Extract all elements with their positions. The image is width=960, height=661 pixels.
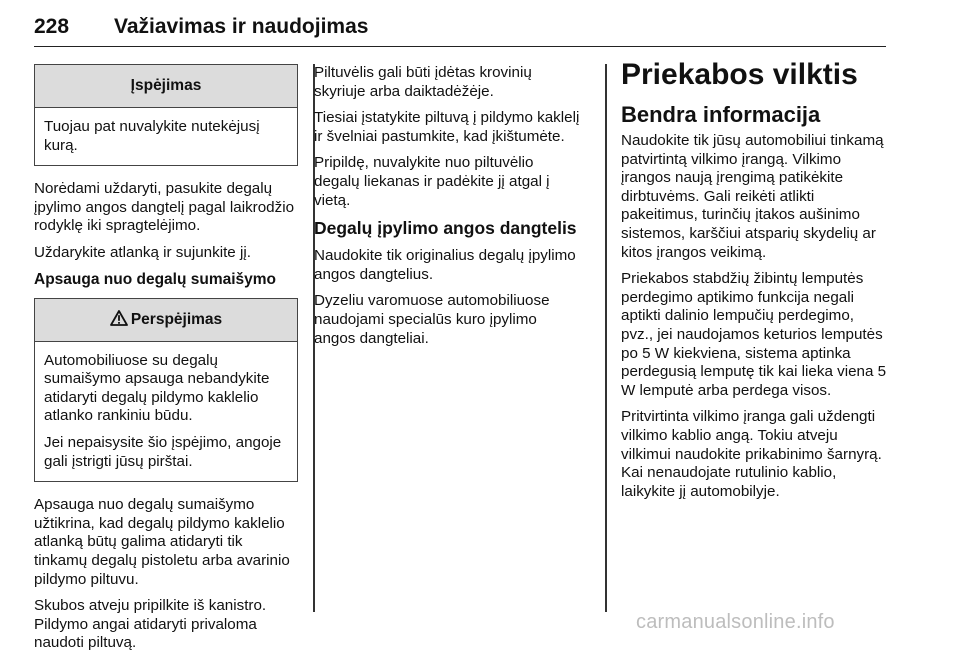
chapter-title: Priekabos vilktis bbox=[621, 58, 858, 91]
page-title: Važiavimas ir naudojimas bbox=[114, 15, 369, 38]
paragraph: Tiesiai įstatykite piltuvą į pildymo kaklelį ir švelniai pastumkite, kad įkištumėte. bbox=[314, 109, 580, 145]
column-middle bbox=[314, 64, 580, 356]
page-number: 228 bbox=[34, 15, 70, 38]
warning-box-text: Automobiliuose su degalų sumaišymo apsauga nebandykite atidaryti degalų pildymo kaklelio atlanko rankiniu būdu. bbox=[44, 351, 270, 425]
column-left bbox=[34, 64, 298, 661]
page-header bbox=[34, 6, 886, 47]
warning-triangle-icon bbox=[110, 310, 128, 331]
paragraph: Naudokite tik jūsų automobiliui tinkamą patvirtintą vilkimo įrangą. Vilkimo įrangos naują įrengimą patikėkite dirbtuvėms. Gali reikėti atlikti pakeitimus, turinčių įtakos aušinimo sistemos, karščiui atsparių skydelių ar kitos įrangos veikimą. bbox=[621, 132, 884, 261]
paragraph: Naudokite tik originalius degalų įpylimo angos dangtelius. bbox=[314, 247, 576, 283]
paragraph: Piltuvėlis gali būti įdėtas krovinių skyriuje arba daiktadėžėje. bbox=[314, 64, 532, 100]
column-divider bbox=[605, 64, 607, 612]
subheading-misfuel-protection: Apsauga nuo degalų sumaišymo bbox=[34, 270, 277, 288]
watermark: carmanualsonline.info bbox=[636, 611, 835, 633]
warning-box-text: Jei nepaisysite šio įspėjimo, angoje gali įstrigti jūsų pirštai. bbox=[44, 433, 282, 470]
caution-box-title: Įspėjimas bbox=[35, 65, 297, 108]
paragraph: Pritvirtinta vilkimo įranga gali uždengti vilkimo kablio angą. Tokiu atveju vilkimui naudokite prikabinimo šarnyrą. Kai nenaudojate rutulinio kablio, laikykite jį automobilyje. bbox=[621, 408, 882, 500]
paragraph: Apsauga nuo degalų sumaišymo užtikrina, kad degalų pildymo kaklelio atlanką būtų galima atidaryti tik tinkamų degalų pistoletu arba avarinio pildymo piltuvu. bbox=[34, 496, 290, 588]
paragraph: Uždarykite atlanką ir sujunkite jį. bbox=[34, 243, 251, 261]
warning-box bbox=[34, 298, 298, 483]
warning-box-title: Perspėjimas bbox=[130, 310, 223, 328]
warning-box-header bbox=[35, 299, 297, 342]
paragraph: Priekabos stabdžių žibintų lemputės perdegimo aptikimo funkcija negali aptikti dalinio lempučių perdegimo, pvz., jei naudojamos keturios lemputės po 5 W kiekviena, sistema aptinka perdegusią lemputę tik kai lieka viena 5 W lemputė arba perdega visos. bbox=[621, 270, 887, 399]
paragraph: Pripildę, nuvalykite nuo piltuvėlio degalų liekanas ir padėkite jį atgal į vietą. bbox=[314, 154, 550, 209]
caution-box bbox=[34, 64, 298, 166]
section-heading: Bendra informacija bbox=[621, 102, 821, 127]
caution-box-text: Tuojau pat nuvalykite nutekėjusį kurą. bbox=[44, 118, 260, 154]
paragraph: Norėdami uždaryti, pasukite degalų įpylimo angos dangtelį pagal laikrodžio rodyklę iki spragtelėjimo. bbox=[34, 180, 295, 235]
paragraph: Skubos atveju pripilkite iš kanistro. Pildymo angai atidaryti privaloma naudoti piltuvą. bbox=[34, 597, 267, 652]
paragraph: Dyzeliu varomuose automobiliuose naudojami specialūs kuro įpylimo angos dangteliai. bbox=[314, 292, 550, 347]
column-right bbox=[621, 58, 887, 509]
section-heading-fuel-cap: Degalų įpylimo angos dangtelis bbox=[314, 218, 577, 239]
